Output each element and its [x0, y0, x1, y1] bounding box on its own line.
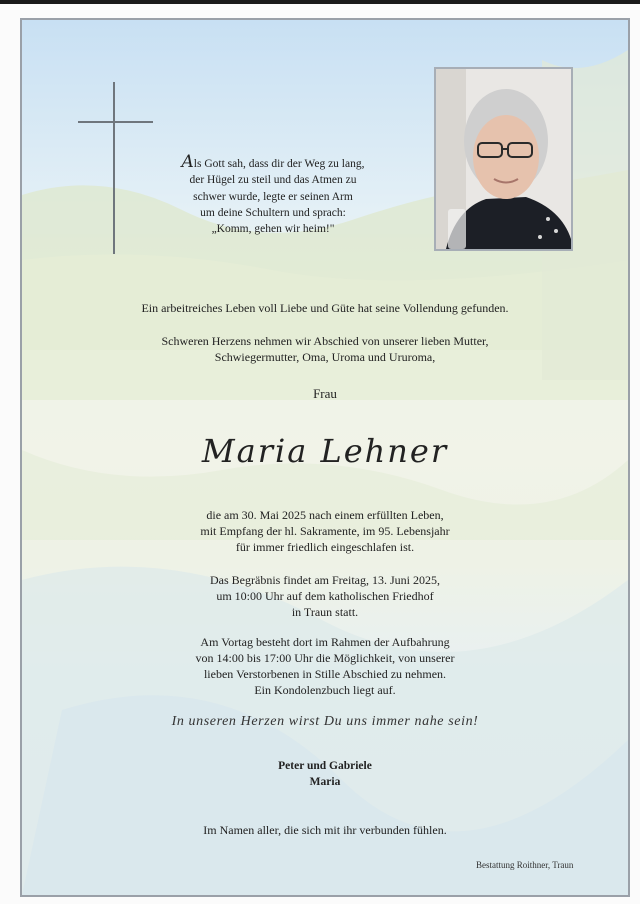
poem-line: um deine Schultern und sprach:	[200, 206, 346, 219]
cross-icon	[113, 82, 115, 254]
top-border-line	[0, 0, 640, 4]
portrait-photo	[434, 67, 573, 251]
funeral-info-line: in Traun statt.	[291, 605, 359, 619]
viewing-info-line: von 14:00 bis 17:00 Uhr die Möglichkeit, von unserer	[195, 651, 455, 665]
announcement-line: Schweren Herzens nehmen wir Abschied von unserer lieben Mutter,	[161, 334, 489, 348]
viewing-info-line: Ein Kondolenzbuch liegt auf.	[254, 683, 396, 697]
announcement-line: Schwiegermutter, Oma, Uroma und Ururoma,	[214, 350, 436, 364]
viewing-info-line: Am Vortag besteht dort im Rahmen der Aufbahrung	[200, 635, 450, 649]
poem-line: Als Gott sah, dass dir der Weg zu lang,	[181, 152, 365, 172]
death-info-line: die am 30. Mai 2025 nach einem erfüllten Leben,	[206, 508, 444, 522]
viewing-info	[22, 634, 628, 698]
salutation: Frau	[313, 386, 337, 401]
poem-line: „Komm, gehen wir heim!"	[211, 223, 335, 236]
motto: In unseren Herzen wirst Du uns immer nahe sein!	[171, 714, 479, 729]
cross-icon-beam	[78, 121, 153, 123]
poem-dropcap: A	[181, 152, 194, 172]
mourners	[22, 758, 628, 790]
intro-text: Ein arbeitreiches Leben voll Liebe und Güte hat seine Vollendung gefunden.	[141, 301, 509, 315]
death-info	[22, 507, 628, 555]
death-info-line: für immer friedlich eingeschlafen ist.	[235, 540, 415, 554]
mourner-line: Maria	[309, 776, 341, 788]
poem-line: schwer wurde, legte er seinen Arm	[193, 190, 353, 203]
closing-text: Im Namen aller, die sich mit ihr verbunden fühlen.	[203, 823, 447, 837]
deceased-name: Maria Lehner	[201, 432, 449, 470]
funeral-info-line: Das Begräbnis findet am Freitag, 13. Juni 2025,	[210, 573, 440, 587]
poem	[158, 154, 388, 237]
poem-line: der Hügel zu steil und das Atmen zu	[189, 174, 357, 187]
viewing-info-line: lieben Verstorbenen in Stille Abschied zu nehmen.	[203, 667, 447, 681]
mourner-line: Peter und Gabriele	[278, 760, 372, 772]
announcement	[22, 333, 628, 365]
death-info-line: mit Empfang der hl. Sakramente, im 95. Lebensjahr	[200, 524, 450, 538]
obituary-card	[20, 18, 630, 897]
funeral-info	[22, 572, 628, 620]
funeral-info-line: um 10:00 Uhr auf dem katholischen Friedhof	[216, 589, 434, 603]
funeral-home-credit: Bestattung Roithner, Traun	[476, 860, 574, 870]
